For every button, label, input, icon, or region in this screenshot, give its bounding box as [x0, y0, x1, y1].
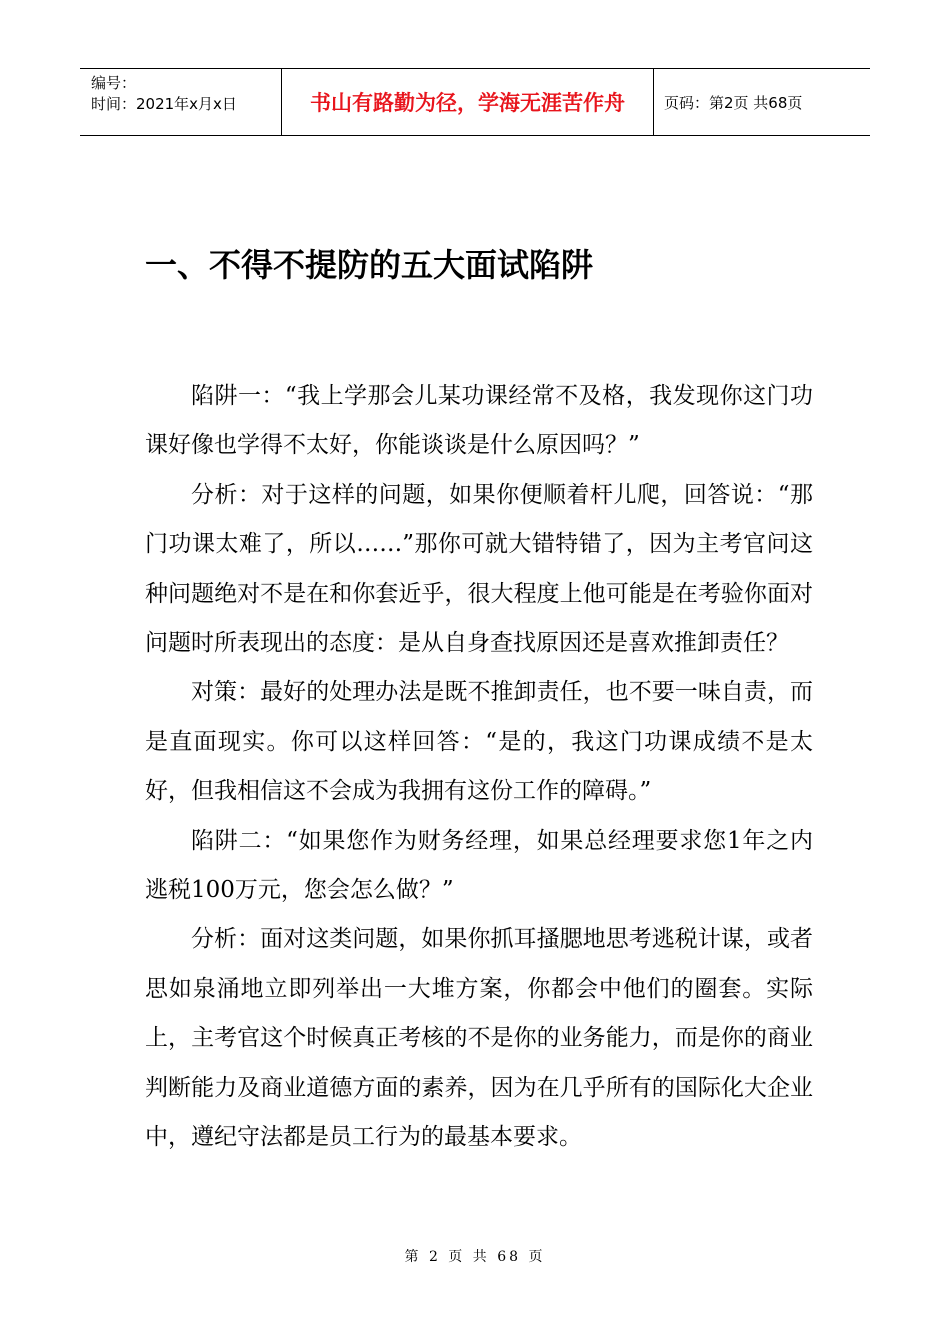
header-meta	[80, 69, 282, 135]
paragraph: 分析：对于这样的问题，如果你便顺着杆儿爬，回答说：“那门功课太难了，所以……”那你可就大错特错了，因为主考官问这种问题绝对不是在和你套近乎，很大程度上他可能是在考验你面对问题时所表现出的态度：是从自身查找原因还是喜欢推卸责任？	[145, 481, 813, 657]
number-label: 编号：	[91, 74, 137, 92]
section-title: 一、不得不提防的五大面试陷阱	[145, 246, 594, 284]
paragraph: 分析：面对这类问题，如果你抓耳搔腮地思考逃税计谋，或者思如泉涌地立即列举出一大堆方案，你都会中他们的圈套。实际上，主考官这个时候真正考核的不是你的业务能力，而是你的商业判断能力及商业道德方面的素养，因为在几乎所有的国际化大企业中，遵纪守法都是员工行为的最基本要求。	[145, 926, 813, 1151]
paragraph: 陷阱二：“如果您作为财务经理，如果总经理要求您1年之内逃税100万元，您会怎么做？”	[145, 827, 813, 904]
paragraph: 陷阱一：“我上学那会儿某功课经常不及格，我发现你这门功课好像也学得不太好，你能谈谈是什么原因吗？”	[145, 383, 813, 459]
time-label: 时间：2021年x月x日	[91, 95, 237, 113]
paragraph: 对策：最好的处理办法是既不推卸责任，也不要一味自责，而是直面现实。你可以这样回答：“是的，我这门功课成绩不是太好，但我相信这不会成为我拥有这份工作的障碍。”	[145, 679, 813, 805]
header-motto: 书山有路勤为径，学海无涯苦作舟	[282, 69, 654, 135]
page-footer: 第 2 页 共 68 页	[404, 1249, 546, 1265]
page-header	[80, 68, 870, 136]
body-text	[145, 372, 813, 1163]
header-page-info: 页码：第2页 共68页	[664, 93, 803, 112]
